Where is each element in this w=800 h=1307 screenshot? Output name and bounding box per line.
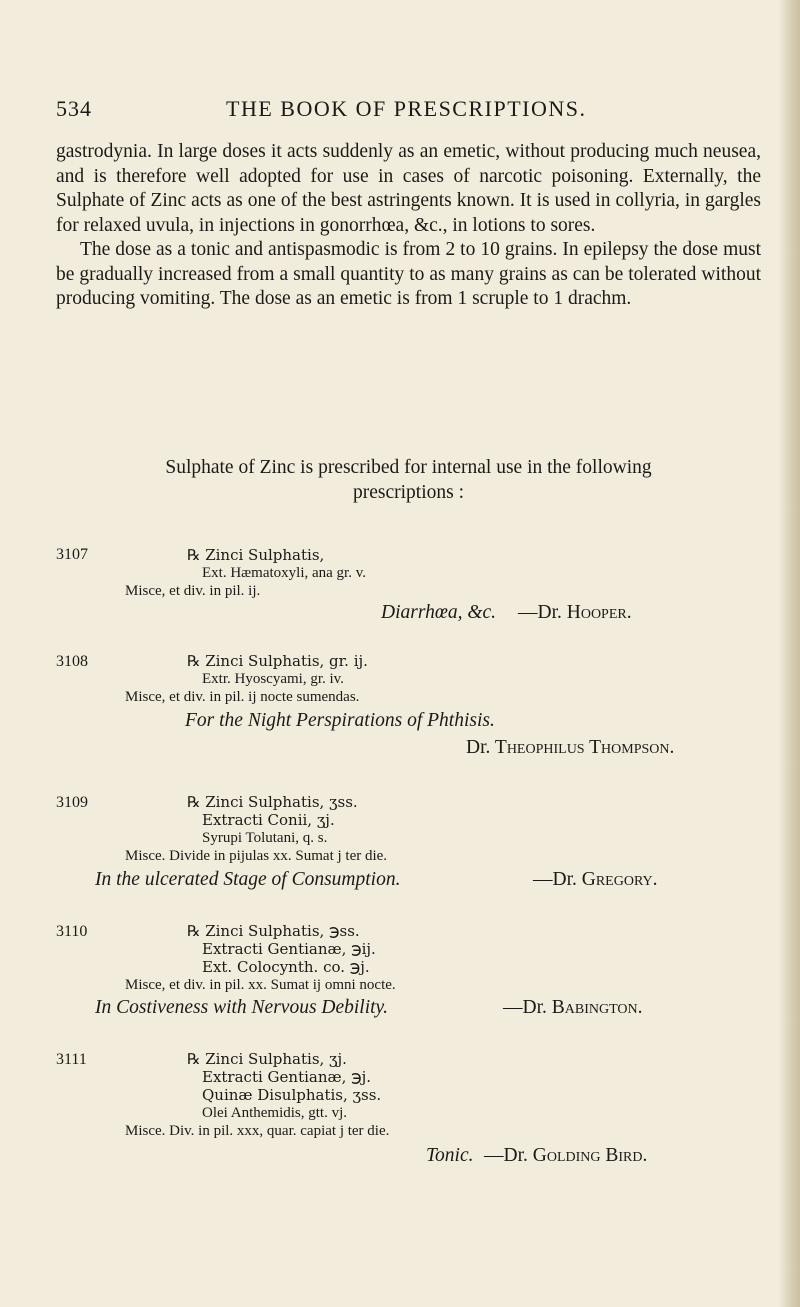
author: [518, 603, 632, 622]
rx-line: Ext. Hæmatoxyli, ana gr. v.: [202, 565, 367, 581]
rx-line: ℞ Zinci Sulphatis, ℈ss.: [187, 922, 360, 940]
prescription-3111: [56, 1050, 761, 1190]
intro-line: Sulphate of Zinc is prescribed for internal use in the following: [165, 457, 652, 478]
paragraph: The dose as a tonic and antispasmodic is from 2 to 10 grains. In epilepsy the dose must be gradually increased from a small quantity to as many grains as can be tolerated without producing vomiting. The dose as an emetic is from 1 scruple to 1 drachm.: [56, 239, 761, 309]
author: [503, 998, 642, 1017]
rx-line: Ext. Colocynth. co. ℈j.: [202, 958, 370, 976]
indication: In the ulcerated Stage of Consumption.: [95, 869, 401, 890]
rx-line: Quinæ Disulphatis, ʒss.: [202, 1086, 382, 1104]
author: [484, 1146, 647, 1165]
indication: For the Night Perspirations of Phthisis.: [185, 710, 495, 731]
rx-line: ℞ Zinci Sulphatis, ʒss.: [187, 793, 358, 811]
page-edge-shadow: [778, 0, 800, 1307]
rx-line: Extr. Hyoscyami, gr. iv.: [202, 671, 344, 687]
running-title: THE BOOK OF PRESCRIPTIONS.: [226, 96, 587, 121]
author-name: Gregory.: [581, 869, 658, 890]
rx-line: Extracti Conii, ʒj.: [202, 811, 335, 829]
author-prefix: —Dr.: [503, 997, 547, 1018]
prescription-3107: [56, 545, 761, 635]
rx-line: ℞ Zinci Sulphatis, ʒj.: [187, 1050, 347, 1068]
author-name: Hooper.: [566, 602, 632, 623]
indication: Tonic.: [426, 1145, 474, 1166]
prescription-number: 3109: [56, 794, 88, 811]
prescription-number: 3108: [56, 653, 88, 670]
intro-line: prescriptions :: [352, 481, 465, 503]
rx-line: Extracti Gentianæ, ℈ij.: [202, 940, 376, 958]
prescription-number: 3111: [56, 1051, 87, 1068]
prescription-3110: [56, 922, 761, 1032]
prescription-3108: [56, 652, 761, 772]
author-name: Babington.: [551, 997, 643, 1018]
prescription-3109: [56, 793, 761, 903]
author: [466, 738, 674, 757]
rx-line: Misce, et div. in pil. ij.: [125, 583, 261, 599]
rx-line: Misce. Div. in pil. xxx, quar. capiat j ter die.: [125, 1123, 390, 1139]
prescription-number: 3110: [56, 923, 88, 940]
author-prefix: —Dr.: [533, 869, 577, 890]
author: [533, 870, 658, 889]
author-prefix: —Dr.: [484, 1145, 528, 1166]
paragraph: gastrodynia. In large doses it acts suddenly as an emetic, without producing much neusea, and is therefore well adopted for use in cases of narcotic poisoning. Externally, the Sulphate of Zinc acts as one of the best astringents known. It is used in collyria, in gargles for relaxed uvula, in injections in gonorrhœa, &c., in lotions to sores.: [56, 141, 761, 236]
author-prefix: —Dr.: [518, 602, 562, 623]
indication: In Costiveness with Nervous Debility.: [95, 997, 389, 1018]
page-number: 534: [56, 96, 92, 121]
author-prefix: Dr.: [466, 737, 491, 758]
rx-line: Extracti Gentianæ, ℈j.: [202, 1068, 372, 1086]
rx-line: Syrupi Tolutani, q. s.: [202, 830, 328, 846]
rx-line: Misce. Divide in pijulas xx. Sumat j ter die.: [125, 848, 388, 864]
rx-line: ℞ Zinci Sulphatis,: [187, 546, 325, 564]
rx-line: Misce, et div. in pil. xx. Sumat ij omni nocte.: [125, 977, 396, 993]
section-intro: [56, 456, 761, 505]
author-name: Theophilus Thompson.: [494, 737, 675, 758]
indication: Diarrhœa, &c.: [381, 602, 497, 623]
author-name: Golding Bird.: [532, 1145, 648, 1166]
body-text: [56, 140, 761, 312]
rx-line: ℞ Zinci Sulphatis, gr. ij.: [187, 652, 368, 670]
rx-line: Misce, et div. in pil. ij nocte sumendas.: [125, 689, 360, 705]
prescription-number: 3107: [56, 546, 88, 563]
rx-line: Olei Anthemidis, gtt. vj.: [202, 1105, 347, 1121]
